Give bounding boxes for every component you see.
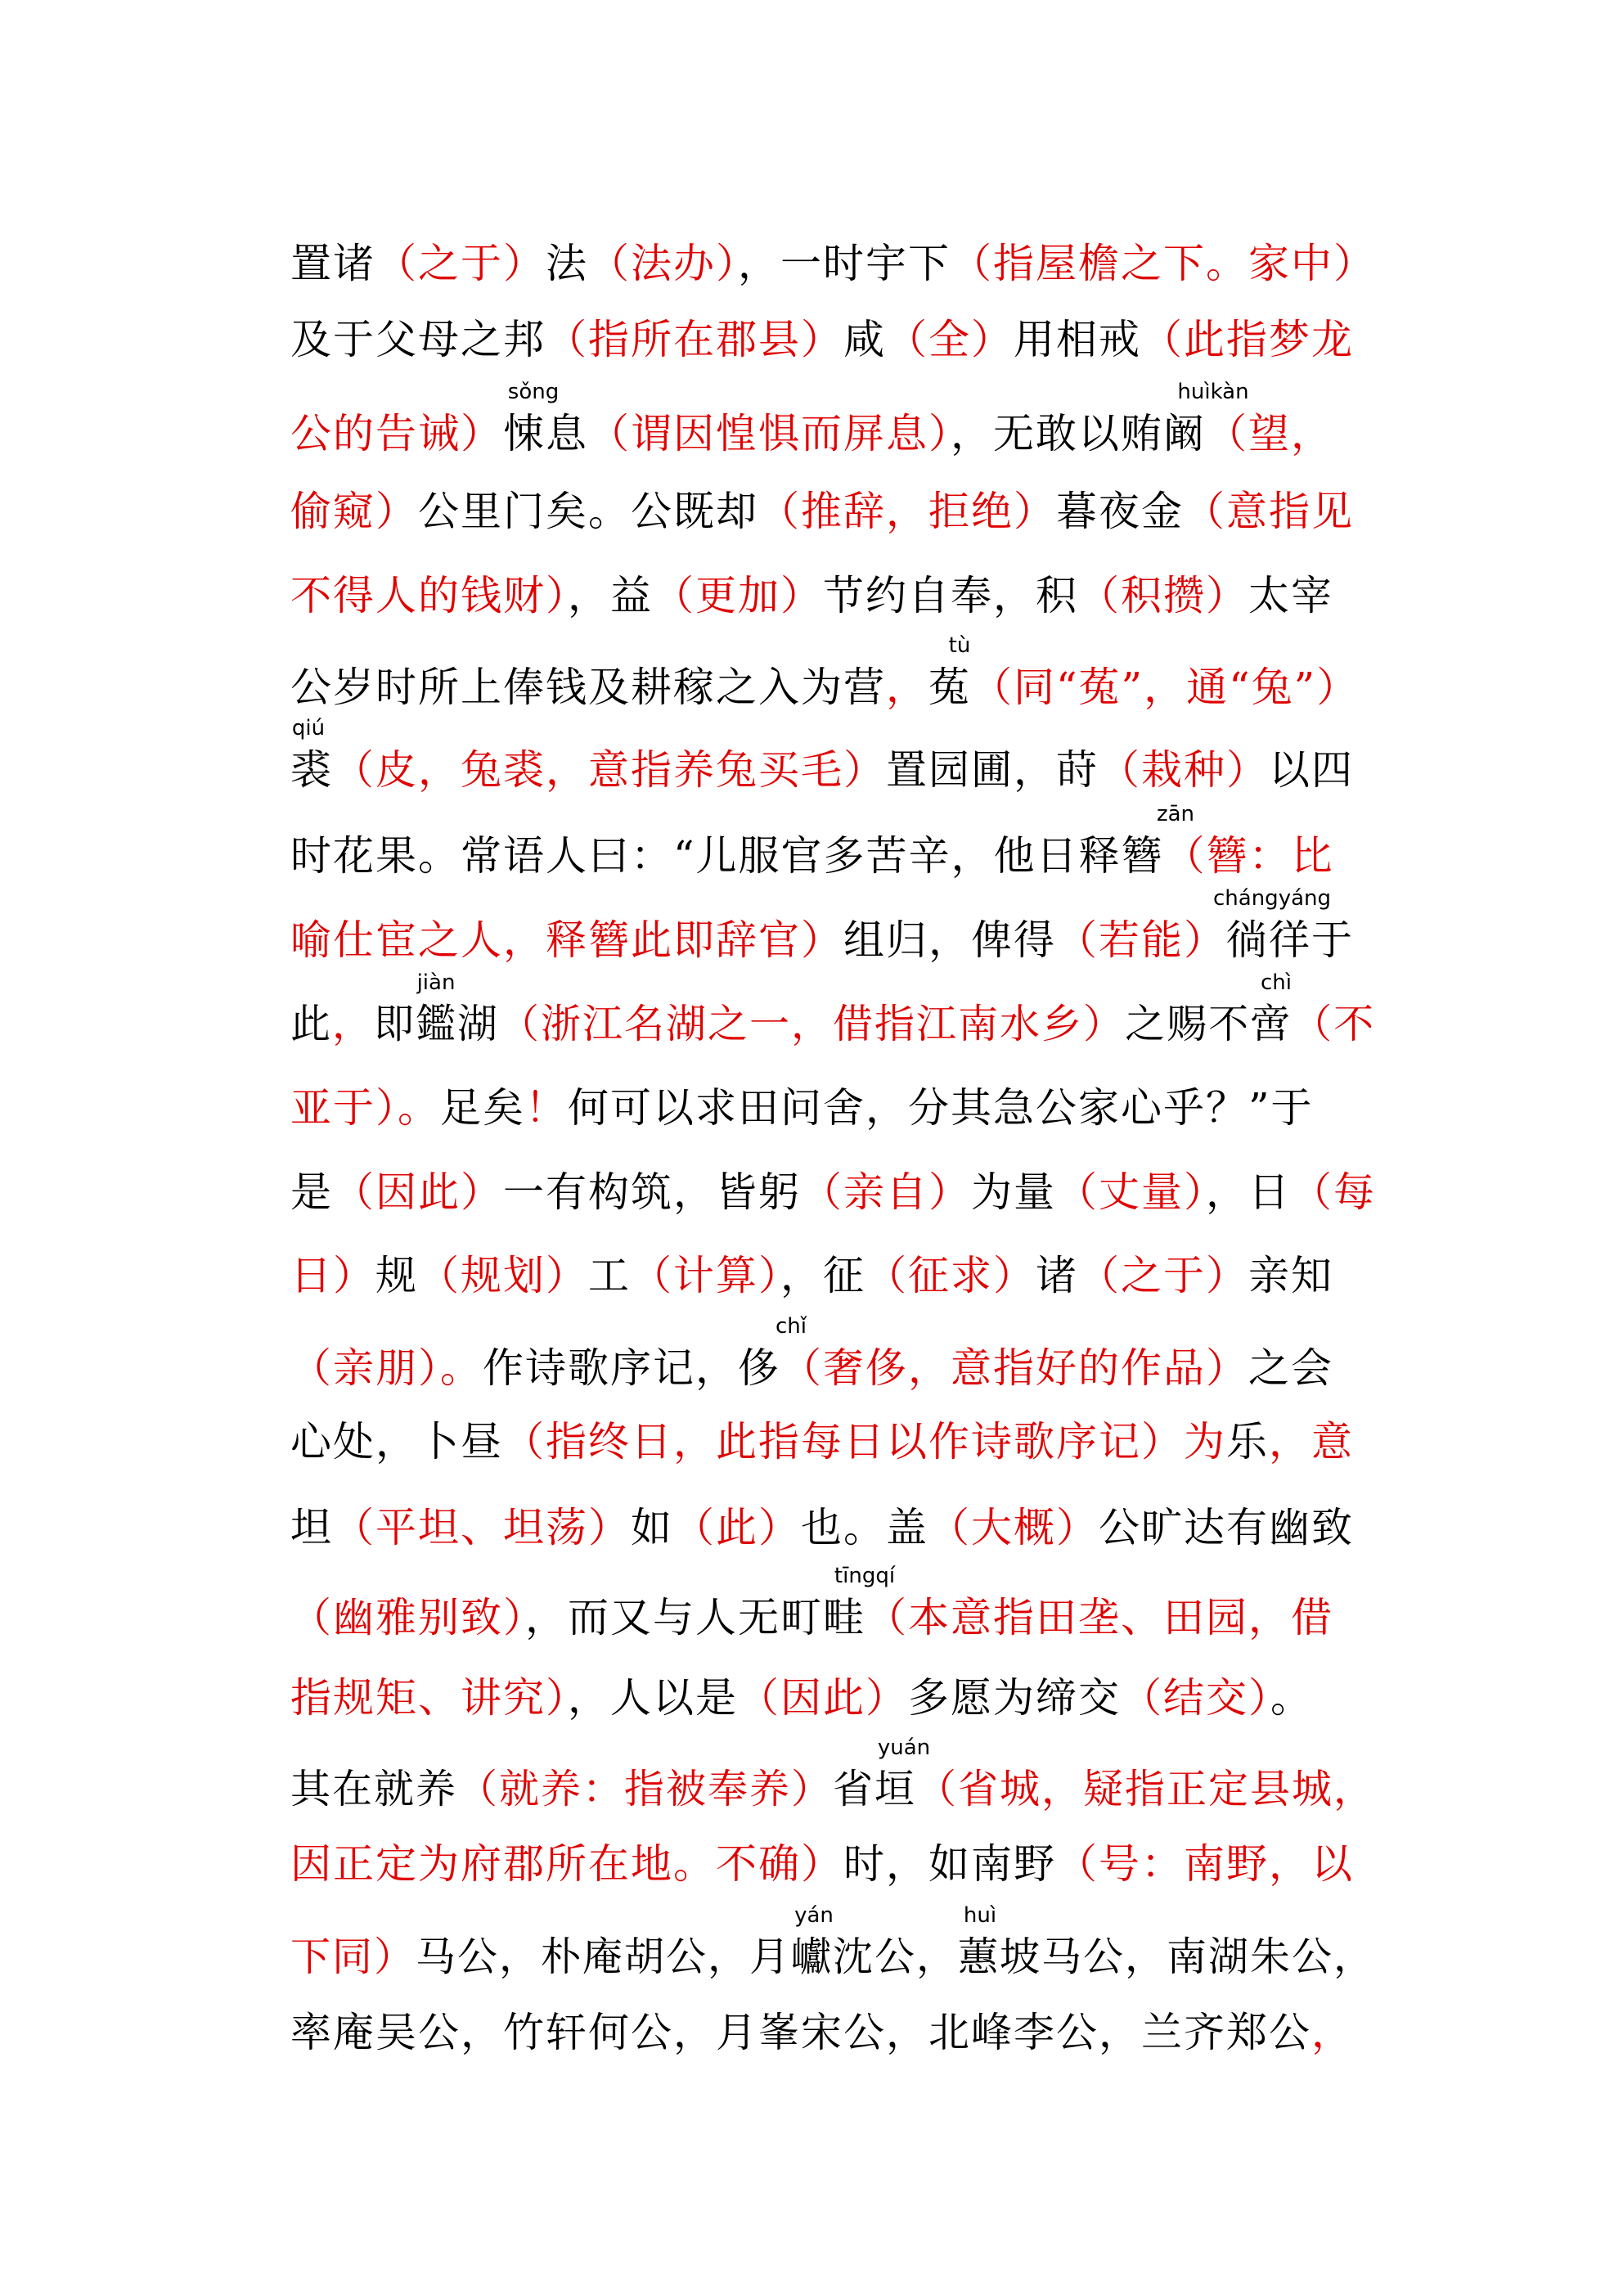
annotation-text: （意指见 bbox=[1184, 488, 1354, 535]
line-text bbox=[290, 1249, 1333, 1302]
annotation-text: （推辞，拒绝） bbox=[758, 488, 1056, 535]
annotation-text: ， bbox=[332, 1001, 375, 1047]
body-text: 组归，俾得 bbox=[843, 916, 1056, 964]
pinyin-annotation: chángyáng bbox=[1213, 886, 1331, 911]
body-text: 太宰 bbox=[1248, 572, 1333, 619]
text-line bbox=[290, 1383, 1378, 1468]
pinyin-annotation: jiàn bbox=[416, 970, 456, 995]
annotation-text: （因此） bbox=[333, 1168, 503, 1216]
body-text: 时，如南野 bbox=[843, 1840, 1056, 1888]
annotation-text: （之于） bbox=[375, 240, 546, 287]
line-text bbox=[290, 1416, 1354, 1468]
body-text: 即鑑湖 bbox=[374, 1001, 500, 1047]
body-text: 马公，朴庵胡公，月巘沈公，蕙坡马公，南湖朱公， bbox=[416, 1934, 1376, 1980]
body-text: 是 bbox=[290, 1168, 333, 1216]
body-text: ，人以是 bbox=[568, 1674, 738, 1722]
pinyin-annotation: zān bbox=[1156, 802, 1195, 826]
body-text: 时花果。常语人曰：“儿服官多苦辛，他日释簪 bbox=[290, 832, 1164, 880]
annotation-text: （每 bbox=[1291, 1168, 1376, 1216]
annotation-text: ！ bbox=[525, 1084, 568, 1132]
annotation-text: （就养：指被奉养） bbox=[457, 1766, 834, 1812]
body-text: 此 bbox=[290, 1001, 333, 1047]
body-text: 多愿为缔交 bbox=[908, 1674, 1121, 1722]
text-line bbox=[290, 881, 1378, 966]
annotation-text: （规划） bbox=[418, 1252, 588, 1299]
text-line bbox=[290, 1639, 1378, 1724]
annotation-text: 不得人的钱财） bbox=[290, 572, 568, 619]
pinyin-annotation: yán bbox=[794, 1903, 834, 1928]
body-text: 作诗歌序记，侈 bbox=[483, 1344, 780, 1392]
text-line bbox=[290, 375, 1378, 460]
body-text: 悚息 bbox=[503, 410, 588, 457]
body-text: 置园圃，莳 bbox=[886, 746, 1099, 794]
body-text: 公岁时所上俸钱及耕稼之入为营 bbox=[290, 664, 886, 711]
annotation-text: （不 bbox=[1292, 1001, 1376, 1047]
text-line bbox=[290, 797, 1378, 882]
body-text: 一有构筑，皆躬 bbox=[503, 1168, 801, 1216]
line-text bbox=[290, 830, 1334, 882]
line-text bbox=[290, 914, 1354, 966]
body-text: ，一时宇下 bbox=[738, 240, 951, 287]
annotation-text: （同“菟”，通“兔”） bbox=[971, 664, 1360, 711]
text-line bbox=[290, 205, 1378, 290]
pinyin-annotation: yuán bbox=[877, 1736, 931, 1760]
line-text bbox=[290, 998, 1375, 1051]
annotation-text: （奢侈，意指好的作品） bbox=[780, 1344, 1248, 1392]
line-text bbox=[290, 1501, 1354, 1554]
body-text: 之会 bbox=[1248, 1344, 1333, 1392]
line-text bbox=[290, 661, 1359, 714]
pinyin-annotation: sǒng bbox=[507, 380, 560, 404]
line-text bbox=[290, 744, 1354, 796]
annotation-text: （指屋檐之下。家中） bbox=[951, 240, 1376, 287]
annotation-text: 指规矩、讲究） bbox=[290, 1674, 568, 1722]
annotation-text: （积攒） bbox=[1078, 572, 1248, 619]
text-line bbox=[290, 1731, 1378, 1816]
body-text: 乐 bbox=[1226, 1418, 1269, 1465]
annotation-text: （指终日，此指每日以作诗歌序记）为 bbox=[503, 1418, 1226, 1465]
annotation-text: （指所在郡县） bbox=[546, 316, 843, 363]
text-line bbox=[290, 281, 1378, 366]
annotation-text: 亚于）。 bbox=[290, 1084, 440, 1132]
body-text: 足矣 bbox=[440, 1084, 525, 1132]
line-text bbox=[290, 1166, 1376, 1218]
text-line bbox=[290, 1805, 1378, 1890]
body-text: 之赐不啻 bbox=[1125, 1001, 1293, 1047]
body-text: 坦 bbox=[290, 1504, 333, 1551]
line-text bbox=[290, 1082, 1314, 1134]
body-text: 咸 bbox=[843, 316, 886, 363]
pinyin-annotation: qiú bbox=[291, 716, 326, 741]
line-text bbox=[290, 569, 1333, 622]
pinyin-annotation: chì bbox=[1261, 970, 1292, 995]
pinyin-annotation: huì bbox=[963, 1903, 997, 1928]
body-text: 置诸 bbox=[290, 240, 375, 287]
body-text: 节约自奉，积 bbox=[823, 572, 1078, 619]
body-text: 菟 bbox=[928, 664, 971, 711]
text-line bbox=[290, 1559, 1378, 1644]
text-line bbox=[290, 452, 1378, 538]
body-text: 诸 bbox=[1036, 1252, 1078, 1299]
body-text: 公旷达有幽致 bbox=[1099, 1504, 1354, 1551]
line-text bbox=[290, 1838, 1354, 1890]
annotation-text: （浙江名湖之一，借指江南水乡） bbox=[499, 1001, 1126, 1047]
body-text: 徜徉于 bbox=[1226, 916, 1354, 964]
body-text: 公里门矣。公既却 bbox=[418, 488, 758, 535]
text-line bbox=[290, 1217, 1378, 1302]
text-line bbox=[290, 711, 1378, 796]
line-text bbox=[290, 313, 1354, 366]
body-text: ，征 bbox=[780, 1252, 865, 1299]
annotation-text: （此） bbox=[673, 1504, 801, 1551]
body-text: 为量 bbox=[971, 1168, 1056, 1216]
body-text: 裘 bbox=[290, 746, 333, 794]
annotation-text: （亲朋）。 bbox=[290, 1344, 483, 1392]
annotation-text: 日） bbox=[290, 1252, 375, 1299]
annotation-text: （亲自） bbox=[801, 1168, 971, 1216]
pinyin-annotation: tīngqí bbox=[834, 1564, 896, 1588]
body-text: 心处，卜昼 bbox=[290, 1418, 503, 1465]
body-text: 暮夜金 bbox=[1056, 488, 1184, 535]
annotation-text: 偷窥） bbox=[290, 488, 418, 535]
text-line bbox=[290, 537, 1378, 622]
annotation-text: ， bbox=[886, 664, 928, 711]
body-text: 以四 bbox=[1269, 746, 1354, 794]
annotation-text: ， bbox=[1311, 2009, 1354, 2056]
annotation-text: （丈量） bbox=[1056, 1168, 1206, 1216]
text-line bbox=[290, 1133, 1378, 1218]
text-line bbox=[290, 1974, 1378, 2059]
body-text: 如 bbox=[631, 1504, 673, 1551]
text-line bbox=[290, 966, 1378, 1051]
annotation-text: （簪：比 bbox=[1163, 832, 1334, 880]
body-text: ，无敢以贿阚 bbox=[951, 410, 1206, 457]
body-text: 省垣 bbox=[833, 1766, 917, 1812]
annotation-text: （平坦、坦荡） bbox=[333, 1504, 631, 1551]
text-line bbox=[290, 1469, 1378, 1554]
body-text: 率庵吴公，竹轩何公，月峯宋公，北峰李公，兰齐郑公 bbox=[290, 2009, 1311, 2056]
annotation-text: （大概） bbox=[928, 1504, 1099, 1551]
line-text bbox=[290, 1672, 1313, 1724]
pinyin-annotation: tù bbox=[948, 633, 971, 658]
text-line bbox=[290, 1049, 1378, 1134]
line-text bbox=[290, 2006, 1354, 2059]
body-text: ，益 bbox=[568, 572, 653, 619]
annotation-text: （号：南野，以 bbox=[1056, 1840, 1354, 1888]
body-text: 何可以求田问舍，分其急公家心乎？”于 bbox=[568, 1084, 1314, 1132]
annotation-text: ，意 bbox=[1269, 1418, 1354, 1465]
annotation-text: （计算） bbox=[631, 1252, 780, 1299]
body-text: 工 bbox=[588, 1252, 631, 1299]
annotation-text: 因正定为府郡所在地。不确） bbox=[290, 1840, 843, 1888]
body-text: ，日 bbox=[1206, 1168, 1291, 1216]
text-line bbox=[290, 1898, 1378, 1983]
line-text bbox=[290, 1591, 1333, 1644]
annotation-text: 喻仕宦之人，释簪此即辞官） bbox=[290, 916, 843, 964]
annotation-text: （征求） bbox=[865, 1252, 1036, 1299]
annotation-text: 下同） bbox=[290, 1934, 416, 1980]
text-line bbox=[290, 1309, 1378, 1394]
body-text: 也。盖 bbox=[801, 1504, 928, 1551]
body-text: 规 bbox=[375, 1252, 418, 1299]
body-text: 法 bbox=[546, 240, 588, 287]
annotation-text: （此指梦龙 bbox=[1141, 316, 1354, 363]
annotation-text: （若能） bbox=[1056, 916, 1226, 964]
annotation-text: （更加） bbox=[653, 572, 823, 619]
annotation-text: （之于） bbox=[1078, 1252, 1248, 1299]
annotation-text: （幽雅别致） bbox=[290, 1594, 525, 1641]
pinyin-annotation: huìkàn bbox=[1177, 380, 1249, 404]
text-line bbox=[290, 628, 1378, 714]
body-text: 用相戒 bbox=[1014, 316, 1141, 363]
body-text: 其在就养 bbox=[290, 1766, 458, 1812]
annotation-text: （望， bbox=[1206, 410, 1333, 457]
annotation-text: （全） bbox=[886, 316, 1014, 363]
annotation-text: （栽种） bbox=[1099, 746, 1269, 794]
annotation-text: （省城，疑指正定县城， bbox=[916, 1766, 1376, 1812]
body-text: 。 bbox=[1270, 1674, 1313, 1722]
annotation-text: （皮，兔裘，意指养兔买毛） bbox=[333, 746, 886, 794]
annotation-text: （因此） bbox=[738, 1674, 908, 1722]
annotation-text: （本意指田垄、田园，借 bbox=[865, 1594, 1333, 1641]
annotation-text: （谓因惶惧而屏息） bbox=[588, 410, 951, 457]
annotation-text: 公的告诫） bbox=[290, 410, 503, 457]
pinyin-annotation: chǐ bbox=[776, 1314, 807, 1339]
annotation-text: （法办） bbox=[588, 240, 738, 287]
annotation-text: （结交） bbox=[1121, 1674, 1270, 1722]
body-text: 及于父母之邦 bbox=[290, 316, 546, 363]
line-text bbox=[290, 485, 1354, 538]
body-text: 亲知 bbox=[1248, 1252, 1333, 1299]
body-text: ，而又与人无町畦 bbox=[525, 1594, 865, 1641]
